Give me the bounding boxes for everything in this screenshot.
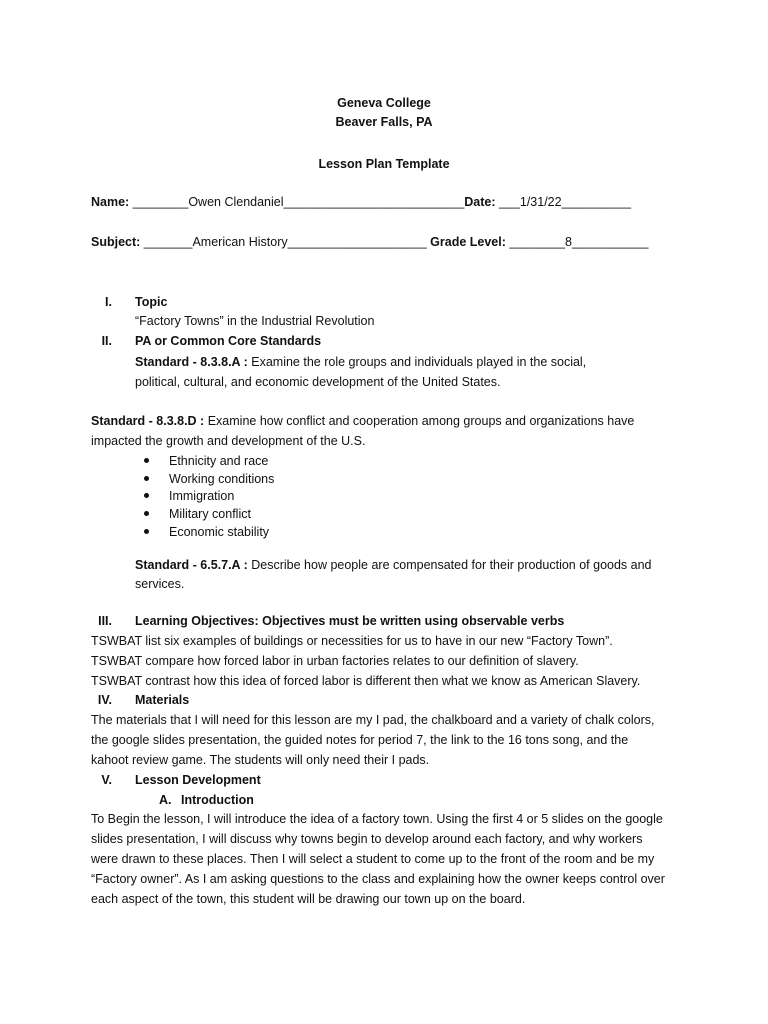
grade-label: Grade Level: (430, 235, 506, 249)
materials-line: the google slides presentation, the guided notes for period 7, the link to the 16 tons song, and the (91, 733, 629, 747)
name-row (91, 194, 631, 210)
bullet-dot (144, 458, 149, 463)
standard-2-text: Examine how conflict and cooperation among groups and organizations have (207, 414, 635, 428)
subject-row (91, 234, 648, 250)
standards-heading: PA or Common Core Standards (135, 334, 322, 348)
standard-2-line1 (91, 413, 634, 429)
standard-3-line2: services. (135, 577, 185, 591)
institution-name: Geneva College (337, 96, 431, 110)
bullet-dot (144, 476, 149, 481)
standard-1-text: Examine the role groups and individuals played in the social, (251, 355, 587, 369)
subject-value: _______American History____________________ (143, 235, 427, 249)
section-numeral: V. (101, 773, 112, 787)
bullet-dot (144, 511, 149, 516)
date-value: ___1/31/22__________ (499, 195, 632, 209)
list-item: Immigration (169, 489, 235, 503)
list-item: Ethnicity and race (169, 454, 269, 468)
section-numeral: I. (105, 295, 112, 309)
standard-1-label: Standard - 8.3.8.A : (135, 355, 248, 369)
standard-3-label: Standard - 6.5.7.A : (135, 558, 248, 572)
introduction-line: were drawn to these places. Then I will select a student to come up to the front of the room and be my (91, 852, 655, 866)
list-item: Working conditions (169, 472, 275, 486)
objectives-heading: Learning Objectives: Objectives must be written using observable verbs (135, 614, 565, 628)
date-label: Date: (464, 195, 496, 209)
topic-heading: Topic (135, 295, 168, 309)
standard-1-line1 (135, 354, 586, 370)
objective-line: TSWBAT compare how forced labor in urban factories relates to our definition of slavery. (91, 654, 579, 668)
development-heading: Lesson Development (135, 773, 261, 787)
name-label: Name: (91, 195, 130, 209)
institution-location: Beaver Falls, PA (335, 115, 433, 129)
bullet-dot (144, 493, 149, 498)
introduction-heading: Introduction (181, 793, 254, 807)
standard-3-line1 (135, 557, 652, 573)
subject-label: Subject: (91, 235, 141, 249)
subsection-letter: A. (159, 793, 172, 807)
materials-line: kahoot review game. The students will only need their I pads. (91, 753, 430, 767)
standard-2-line2: impacted the growth and development of the U.S. (91, 434, 366, 448)
grade-value: ________8___________ (509, 235, 649, 249)
materials-heading: Materials (135, 693, 190, 707)
standard-2-label: Standard - 8.3.8.D : (91, 414, 205, 428)
introduction-line: To Begin the lesson, I will introduce the idea of a factory town. Using the first 4 or 5 slides on the google (91, 812, 663, 826)
section-numeral: II. (101, 334, 112, 348)
section-numeral: IV. (97, 693, 112, 707)
standard-3-text: Describe how people are compensated for their production of goods and (251, 558, 652, 572)
topic-text: “Factory Towns” in the Industrial Revolution (135, 314, 375, 328)
document-title: Lesson Plan Template (318, 157, 450, 171)
list-item: Military conflict (169, 507, 251, 521)
objective-line: TSWBAT list six examples of buildings or necessities for us to have in our new “Factory Town”. (91, 634, 613, 648)
name-value: ________Owen Clendaniel__________________________ (132, 195, 465, 209)
materials-line: The materials that I will need for this lesson are my I pad, the chalkboard and a variety of chalk colors, (91, 713, 655, 727)
objective-line: TSWBAT contrast how this idea of forced labor is different then what we know as American Slavery. (91, 674, 641, 688)
introduction-line: slides presentation, I will discuss why towns begin to develop around each factory, and why workers (91, 832, 643, 846)
standard-1-line2: political, cultural, and economic development of the United States. (135, 375, 501, 389)
section-numeral: III. (98, 614, 112, 628)
introduction-line: each aspect of the town, this student will be drawing our town up on the board. (91, 892, 526, 906)
list-item: Economic stability (169, 525, 270, 539)
introduction-line: “Factory owner”. As I am asking questions to the class and explaining how the owner keeps control over (91, 872, 665, 886)
bullet-dot (144, 529, 149, 534)
